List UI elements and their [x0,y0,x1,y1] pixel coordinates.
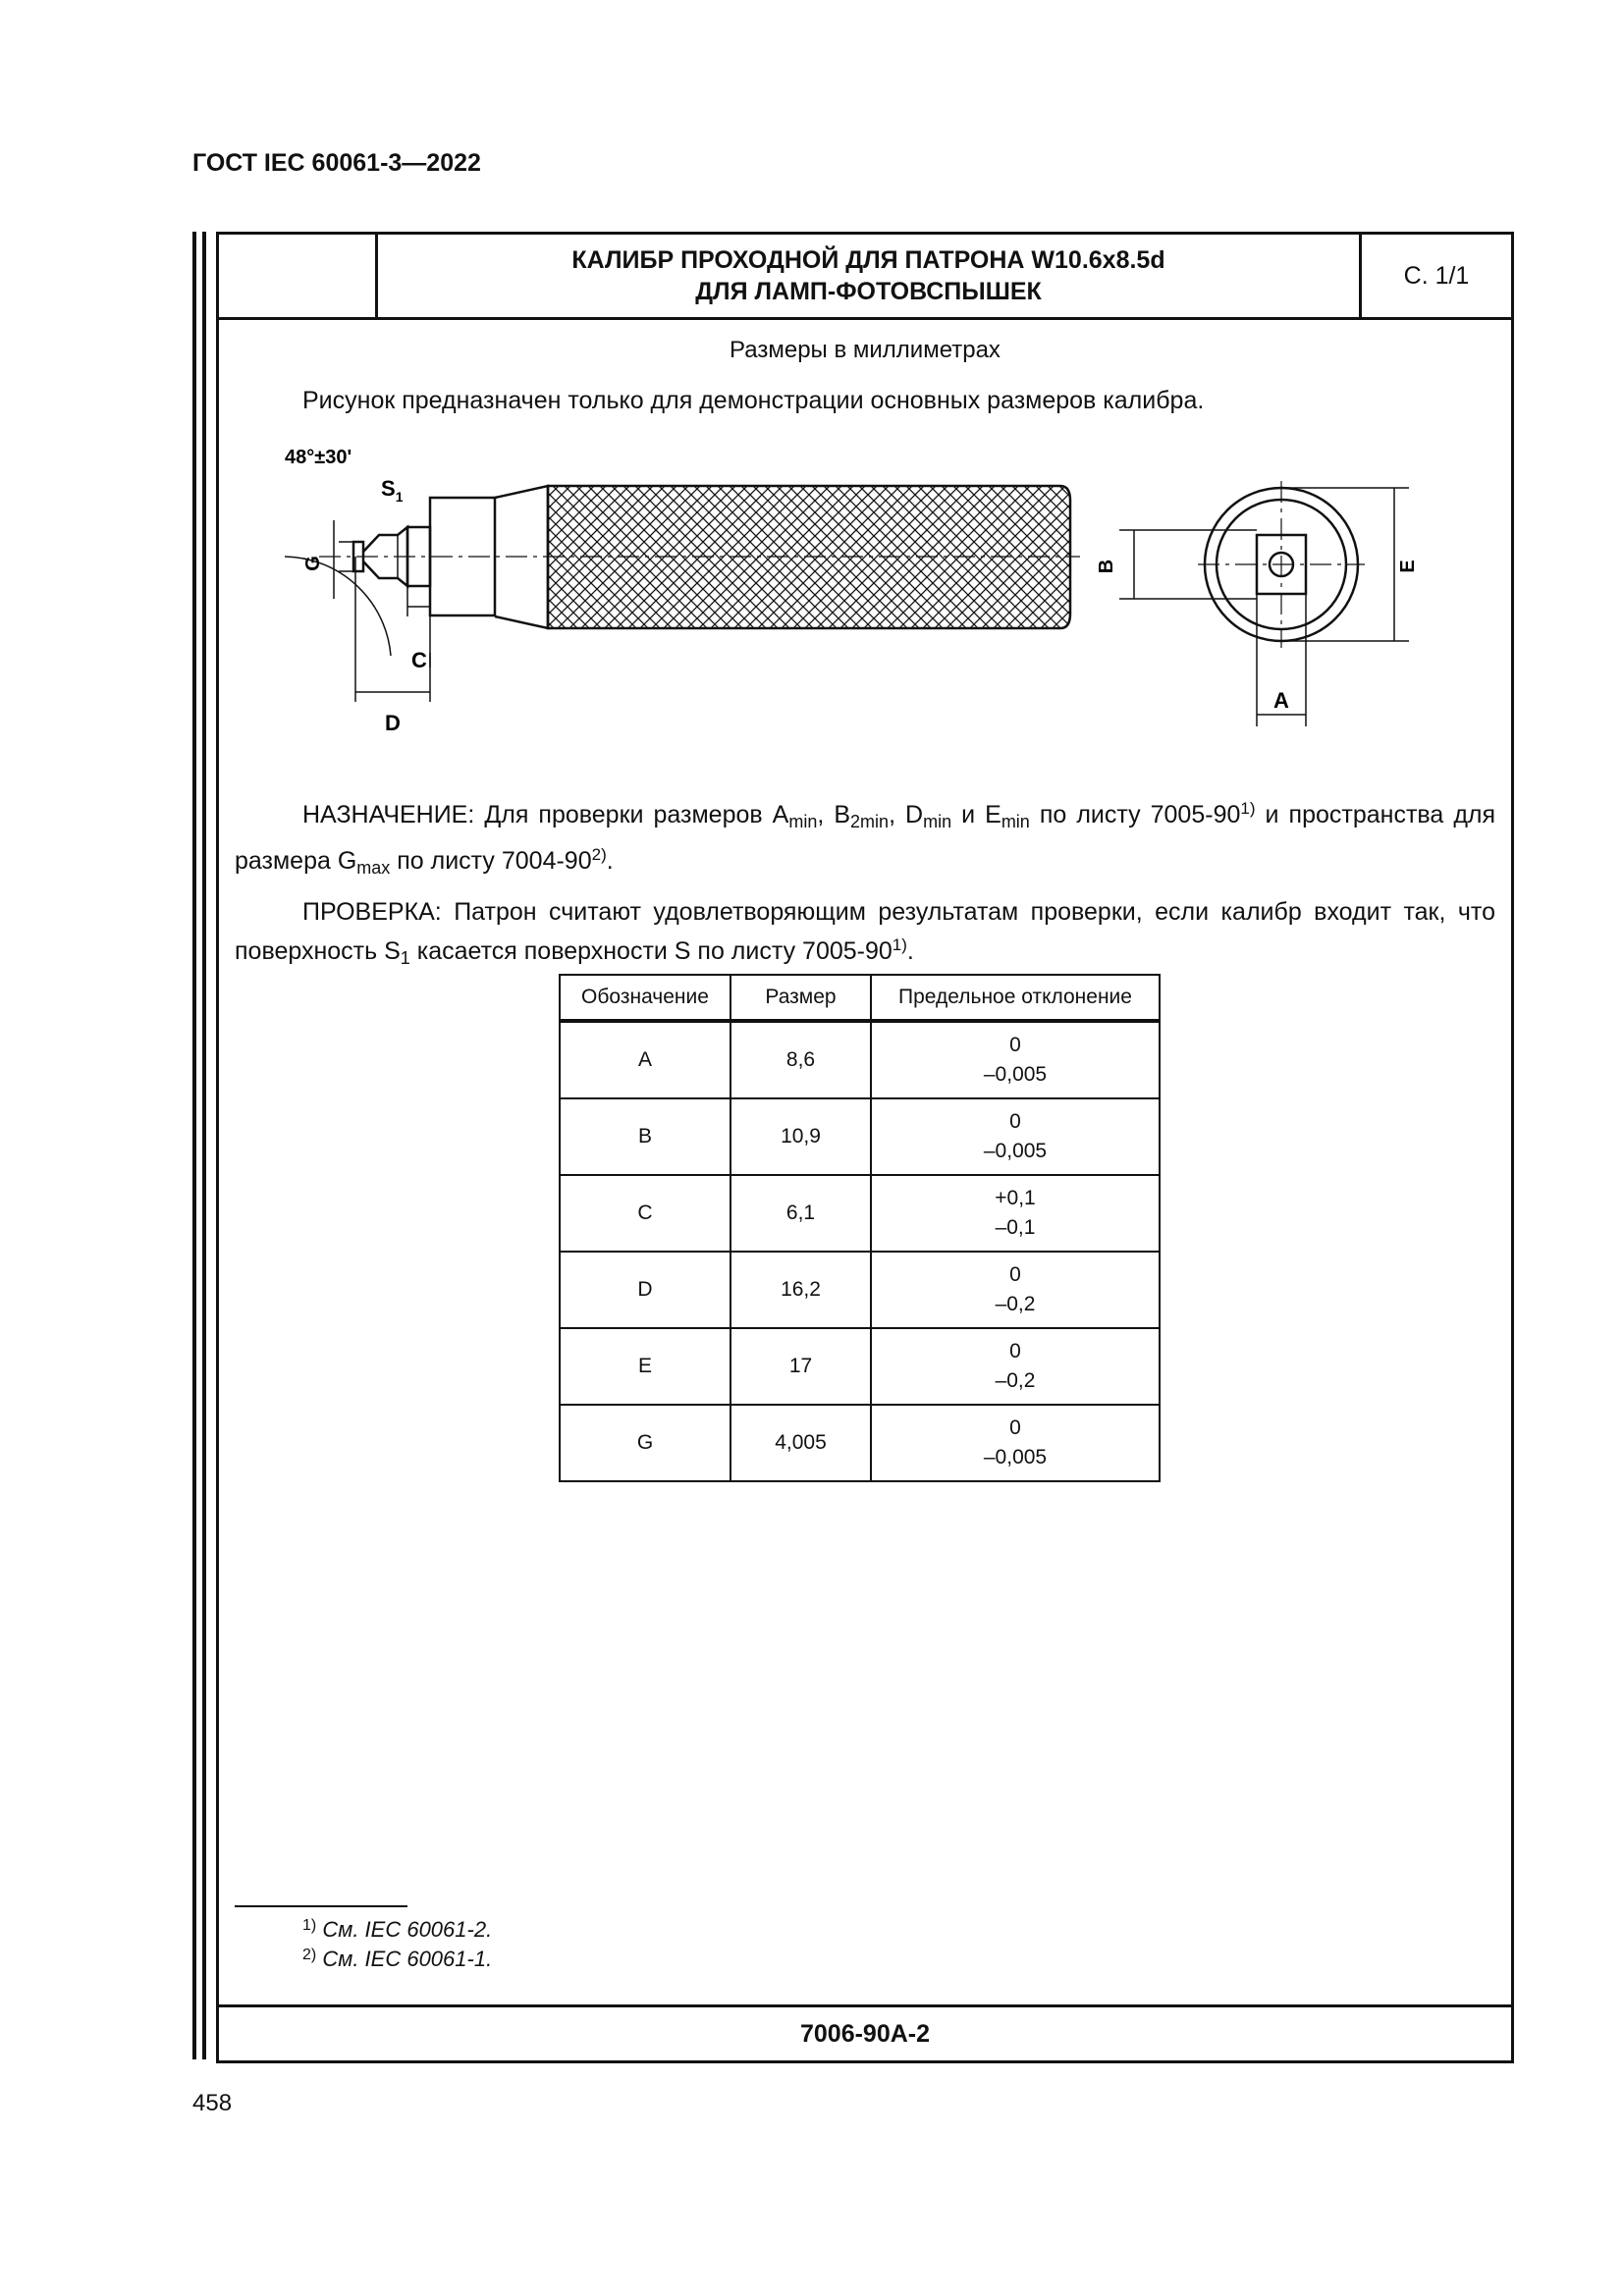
sheet-number: С. 1/1 [1403,261,1470,290]
header-divider [219,317,1511,320]
header-blank-cell [219,235,378,317]
margin-rule [202,232,206,2059]
angle-arc [285,557,391,656]
size-cell: 4,005 [730,1405,871,1481]
size-cell: 8,6 [730,1021,871,1098]
designation-cell: B [560,1098,730,1175]
table-header-tolerance: Предельное отклонение [871,975,1160,1021]
tolerance-upper: 0 [1009,1416,1021,1439]
purpose-paragraph: НАЗНАЧЕНИЕ: Для проверки размеров $A_{min}$, $B_{2min}$, $D_{min}$ и $E_{min}$ по листу 7005-90$^{1)}$ и пространства для размера $G_{max}$ по листу 7004-90$^{2)}$. [235,799,1496,878]
table-row [560,1252,1160,1328]
designation-cell: G [560,1405,730,1481]
table-header-designation: Обозначение [560,975,730,1021]
g-label: G [302,556,324,571]
size-cell: 16,2 [730,1252,871,1328]
tolerance-lower: –0,005 [983,1446,1048,1468]
footnote-2: $^{2)}$ См. IEC 60061-1. [302,1947,493,1971]
document-standard-id: ГОСТ IEC 60061-3—2022 [192,149,481,177]
tolerance-upper: 0 [1009,1110,1021,1133]
dimensions-table [559,974,1161,1482]
gauge-drawing [285,442,1443,766]
a-label: A [1273,688,1289,713]
tolerance-cell [871,1328,1160,1405]
s1-label: $S_1$ [381,476,404,505]
table-row [560,1328,1160,1405]
footnote-rule [235,1905,407,1907]
designation-cell: A [560,1021,730,1098]
page-number: 458 [192,2090,233,2116]
table-row [560,1175,1160,1252]
tolerance-lower: –0,2 [995,1293,1036,1315]
sheet-code: 7006-90A-2 [799,2019,931,2048]
size-cell: 6,1 [730,1175,871,1252]
tolerance-cell [871,1175,1160,1252]
table-row [560,1405,1160,1481]
sheet-title-line-1: КАЛИБР ПРОХОДНОЙ ДЛЯ ПАТРОНА W10.6x8.5d [571,246,1165,274]
tolerance-lower: –0,005 [983,1063,1048,1086]
c-label: C [411,648,427,672]
tolerance-lower: –0,005 [983,1140,1048,1162]
table-row [560,1021,1160,1098]
tolerance-upper: 0 [1009,1340,1021,1362]
tolerance-cell [871,1098,1160,1175]
check-paragraph: ПРОВЕРКА: Патрон считают удовлетворяющим результатам проверки, если калибр входит так, что поверхность $S_1$ касается поверхности S по листу 7005-90$^{1)}$. [235,898,1495,968]
intro-note: Рисунок предназначен только для демонстрации основных размеров калибра. [302,387,1205,414]
angle-label: 48°±30' [285,447,352,468]
tolerance-cell [871,1405,1160,1481]
tolerance-upper: 0 [1009,1034,1021,1056]
designation-cell: D [560,1252,730,1328]
end-view-axes [1198,481,1365,648]
sheet-title [378,235,1359,317]
b-label: B [1096,559,1117,574]
tolerance-lower: –0,2 [995,1369,1036,1392]
size-cell: 17 [730,1328,871,1405]
margin-rule [192,232,196,2059]
table-header-size: Размер [730,975,871,1021]
tolerance-lower: –0,1 [995,1216,1036,1239]
tolerance-cell [871,1021,1160,1098]
size-cell: 10,9 [730,1098,871,1175]
designation-cell: C [560,1175,730,1252]
gauge-end-view [1119,481,1409,726]
tolerance-upper: 0 [1009,1263,1021,1286]
sheet-title-line-2: ДЛЯ ЛАМП-ФОТОВСПЫШЕК [695,278,1042,305]
gauge-side-view [285,486,1080,702]
designation-cell: E [560,1328,730,1405]
table-row [560,1098,1160,1175]
tolerance-upper: +0,1 [995,1187,1036,1209]
tolerance-cell [871,1252,1160,1328]
d-label: D [385,711,401,735]
units-note: Размеры в миллиметрах [730,337,1001,363]
e-label: E [1397,560,1419,573]
footnote-1: $^{1)}$ См. IEC 60061-2. [302,1917,493,1942]
